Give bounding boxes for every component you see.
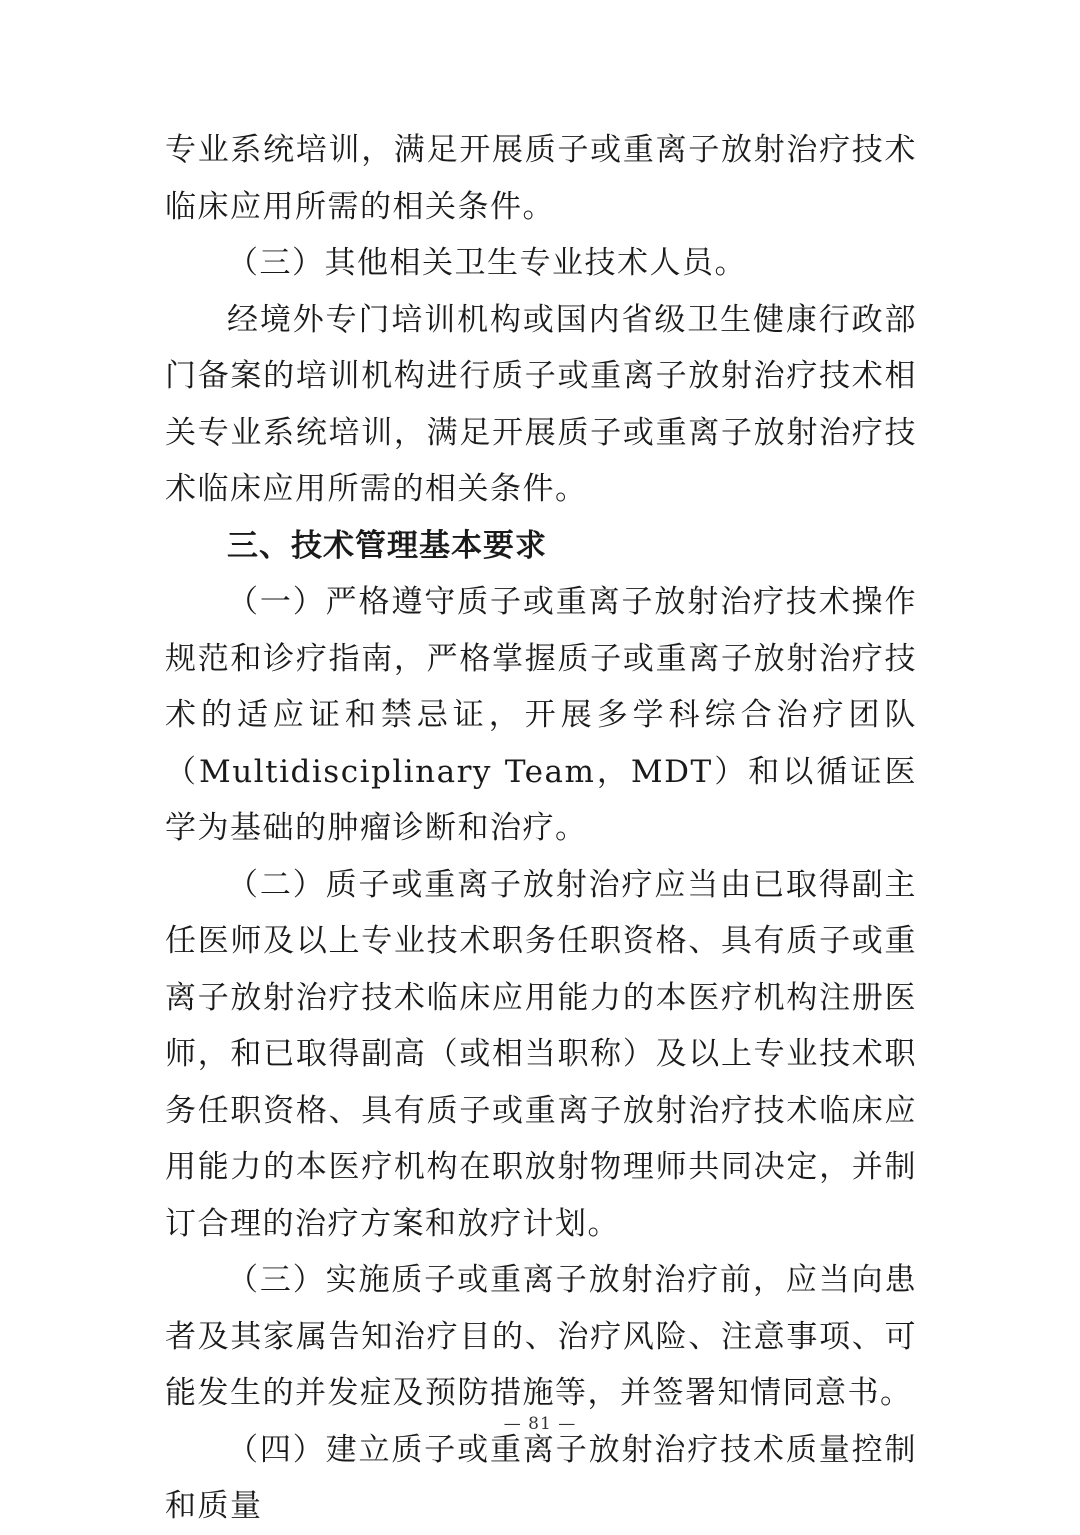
section-heading: 三、技术管理基本要求 [227, 527, 547, 564]
paragraph: （三）实施质子或重离子放射治疗前，应当向患者及其家属告知治疗目的、治疗风险、注意事项、可能发生的并发症及预防措施等，并签署知情同意书。 [165, 1262, 917, 1411]
paragraph: （三）其他相关卫生专业技术人员。 [227, 245, 747, 281]
body-text [165, 122, 917, 1535]
paragraph: 经境外专门培训机构或国内省级卫生健康行政部门备案的培训机构进行质子或重离子放射治疗技术相关专业系统培训，满足开展质子或重离子放射治疗技术临床应用所需的相关条件。 [165, 301, 917, 507]
paragraph: （二）质子或重离子放射治疗应当由已取得副主任医师及以上专业技术职务任职资格、具有质子或重离子放射治疗技术临床应用能力的本医疗机构注册医师，和已取得副高（或相当职称）及以上专业技术职务任职资格、具有质子或重离子放射治疗技术临床应用能力的本医疗机构在职放射物理师共同决定，并制订合理的治疗方案和放疗计划。 [165, 866, 917, 1242]
paragraph: （四）建立质子或重离子放射治疗技术质量控制和质量 [165, 1431, 917, 1524]
page-number: — 81 — [503, 1414, 577, 1434]
paragraph: （一）严格遵守质子或重离子放射治疗技术操作规范和诊疗指南，严格掌握质子或重离子放射治疗技术的适应证和禁忌证，开展多学科综合治疗团队（Multidisciplinary Team，MDT）和以循证医学为基础的肿瘤诊断和治疗。 [165, 584, 917, 846]
paragraph: 专业系统培训，满足开展质子或重离子放射治疗技术临床应用所需的相关条件。 [165, 132, 917, 225]
